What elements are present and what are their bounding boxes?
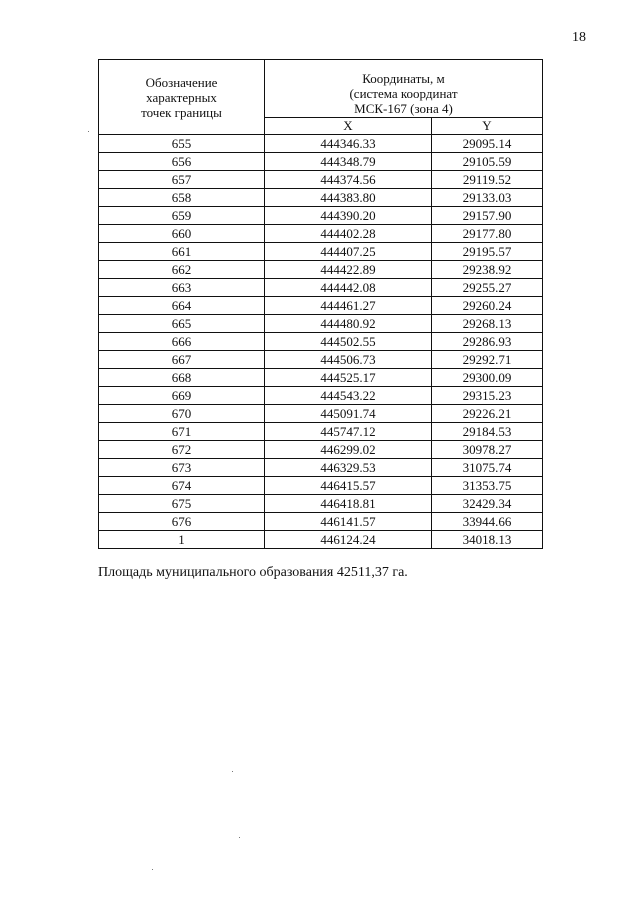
point-cell: 670 [99, 405, 265, 423]
point-cell: 669 [99, 387, 265, 405]
table-row [99, 135, 543, 153]
table-row [99, 171, 543, 189]
table-row [99, 423, 543, 441]
page-number: 18 [572, 30, 586, 45]
y-coordinate-cell: 29315.23 [432, 387, 543, 405]
table-row [99, 225, 543, 243]
point-cell: 661 [99, 243, 265, 261]
table-row [99, 459, 543, 477]
y-coordinate-cell: 31075.74 [432, 459, 543, 477]
x-coordinate-cell: 445747.12 [265, 423, 432, 441]
point-designation-header [99, 60, 265, 135]
scan-speck [88, 131, 89, 132]
x-coordinate-cell: 444383.80 [265, 189, 432, 207]
x-column-header: X [265, 118, 432, 135]
y-column-header: Y [432, 118, 543, 135]
x-coordinate-cell: 444461.27 [265, 297, 432, 315]
table-row [99, 153, 543, 171]
coords-header-line: (система координат [349, 86, 458, 101]
table-row [99, 189, 543, 207]
x-coordinate-cell: 444502.55 [265, 333, 432, 351]
coordinates-table-header [99, 60, 543, 135]
table-row [99, 207, 543, 225]
y-coordinate-cell: 30978.27 [432, 441, 543, 459]
point-cell: 655 [99, 135, 265, 153]
coords-header-line: Координаты, м [362, 71, 445, 86]
y-coordinate-cell: 29300.09 [432, 369, 543, 387]
table-row [99, 333, 543, 351]
x-coordinate-cell: 444402.28 [265, 225, 432, 243]
point-cell: 658 [99, 189, 265, 207]
y-coordinate-cell: 31353.75 [432, 477, 543, 495]
table-row [99, 297, 543, 315]
point-header-line: характерных [146, 89, 217, 105]
x-coordinate-cell: 444480.92 [265, 315, 432, 333]
point-cell: 674 [99, 477, 265, 495]
y-coordinate-cell: 29177.80 [432, 225, 543, 243]
point-cell: 657 [99, 171, 265, 189]
x-coordinate-cell: 446329.53 [265, 459, 432, 477]
header-row-main [99, 60, 543, 118]
scan-speck [152, 869, 153, 870]
point-cell: 671 [99, 423, 265, 441]
y-coordinate-cell: 29157.90 [432, 207, 543, 225]
x-coordinate-cell: 446418.81 [265, 495, 432, 513]
y-coordinate-cell: 29105.59 [432, 153, 543, 171]
point-header-line: Обозначение [145, 74, 218, 90]
x-coordinate-cell: 446415.57 [265, 477, 432, 495]
x-coordinate-cell: 444346.33 [265, 135, 432, 153]
y-coordinate-cell: 33944.66 [432, 513, 543, 531]
point-cell: 675 [99, 495, 265, 513]
y-coordinate-cell: 29268.13 [432, 315, 543, 333]
y-coordinate-cell: 29292.71 [432, 351, 543, 369]
coordinates-header [265, 60, 543, 118]
scan-speck [239, 837, 240, 838]
x-coordinate-cell: 445091.74 [265, 405, 432, 423]
x-coordinate-cell: 446299.02 [265, 441, 432, 459]
point-cell: 676 [99, 513, 265, 531]
y-coordinate-cell: 34018.13 [432, 531, 543, 549]
coordinates-table [98, 59, 543, 549]
x-coordinate-cell: 444543.22 [265, 387, 432, 405]
table-row [99, 315, 543, 333]
y-coordinate-cell: 29195.57 [432, 243, 543, 261]
y-coordinate-cell: 29119.52 [432, 171, 543, 189]
area-statement: Площадь муниципального образования 42511,37 га. [98, 565, 408, 580]
point-header-line: точек границы [141, 104, 222, 120]
point-cell: 667 [99, 351, 265, 369]
point-cell: 660 [99, 225, 265, 243]
table-row [99, 243, 543, 261]
y-coordinate-cell: 29184.53 [432, 423, 543, 441]
point-cell: 656 [99, 153, 265, 171]
point-cell: 663 [99, 279, 265, 297]
table-row [99, 441, 543, 459]
x-coordinate-cell: 444348.79 [265, 153, 432, 171]
x-coordinate-cell: 446141.57 [265, 513, 432, 531]
x-coordinate-cell: 444506.73 [265, 351, 432, 369]
y-coordinate-cell: 29255.27 [432, 279, 543, 297]
y-coordinate-cell: 32429.34 [432, 495, 543, 513]
x-coordinate-cell: 444407.25 [265, 243, 432, 261]
point-cell: 1 [99, 531, 265, 549]
point-cell: 664 [99, 297, 265, 315]
point-cell: 662 [99, 261, 265, 279]
table-row [99, 495, 543, 513]
table-row [99, 261, 543, 279]
table-row [99, 477, 543, 495]
point-cell: 672 [99, 441, 265, 459]
table-row [99, 531, 543, 549]
table-row [99, 369, 543, 387]
scan-speck [232, 771, 233, 772]
point-cell: 668 [99, 369, 265, 387]
y-coordinate-cell: 29226.21 [432, 405, 543, 423]
y-coordinate-cell: 29286.93 [432, 333, 543, 351]
table-row [99, 513, 543, 531]
x-coordinate-cell: 444525.17 [265, 369, 432, 387]
y-coordinate-cell: 29133.03 [432, 189, 543, 207]
y-coordinate-cell: 29260.24 [432, 297, 543, 315]
table-row [99, 279, 543, 297]
x-coordinate-cell: 444422.89 [265, 261, 432, 279]
coordinates-table-body [99, 135, 543, 549]
table-row [99, 405, 543, 423]
x-coordinate-cell: 444390.20 [265, 207, 432, 225]
point-cell: 665 [99, 315, 265, 333]
point-cell: 659 [99, 207, 265, 225]
coords-header-line: МСК-167 (зона 4) [354, 101, 453, 116]
point-cell: 673 [99, 459, 265, 477]
x-coordinate-cell: 444442.08 [265, 279, 432, 297]
x-coordinate-cell: 446124.24 [265, 531, 432, 549]
y-coordinate-cell: 29095.14 [432, 135, 543, 153]
table-row [99, 387, 543, 405]
table-row [99, 351, 543, 369]
point-cell: 666 [99, 333, 265, 351]
x-coordinate-cell: 444374.56 [265, 171, 432, 189]
y-coordinate-cell: 29238.92 [432, 261, 543, 279]
